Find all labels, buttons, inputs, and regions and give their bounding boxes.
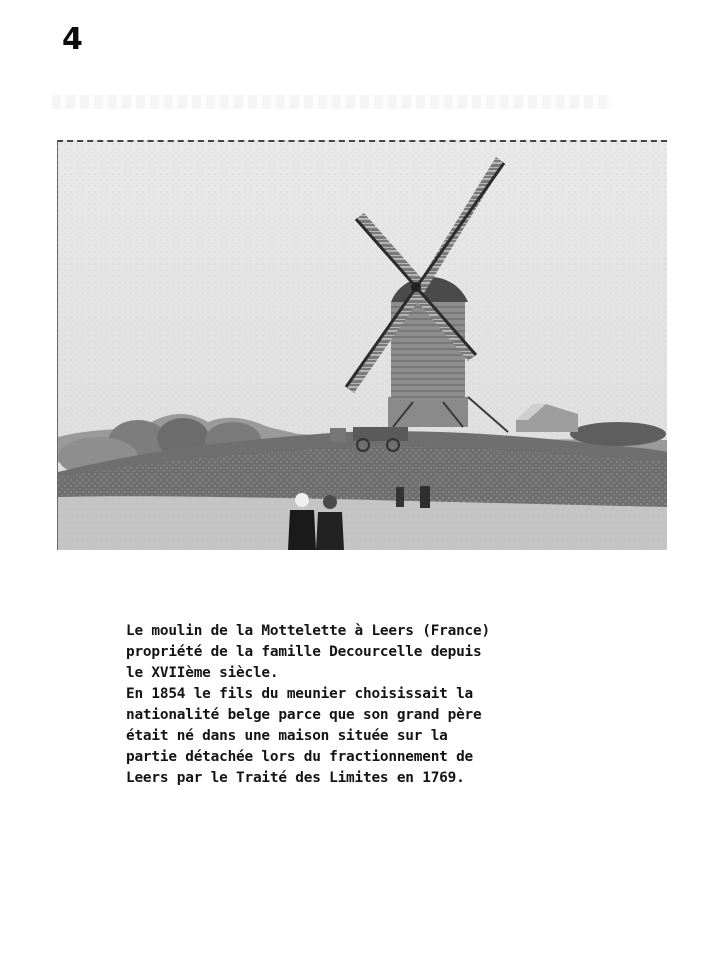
bleed-through-text [52, 95, 612, 109]
caption-line: nationalité belge parce que son grand père [126, 707, 482, 723]
page-number: 4 [62, 22, 83, 57]
caption-line: En 1854 le fils du meunier choisissait la [126, 686, 474, 702]
windmill-photo-icon [58, 142, 667, 550]
caption-line: propriété de la famille Decourcelle depuis [126, 644, 482, 660]
caption-line: partie détachée lors du fractionnement de [126, 749, 474, 765]
photo-caption [126, 621, 596, 789]
caption-line: Le moulin de la Mottelette à Leers (France) [126, 623, 490, 639]
windmill-photo [57, 140, 667, 550]
caption-line: Leers par le Traité des Limites en 1769. [126, 770, 465, 786]
caption-line: était né dans une maison située sur la [126, 728, 448, 744]
caption-line: le XVIIème siècle. [126, 665, 279, 681]
